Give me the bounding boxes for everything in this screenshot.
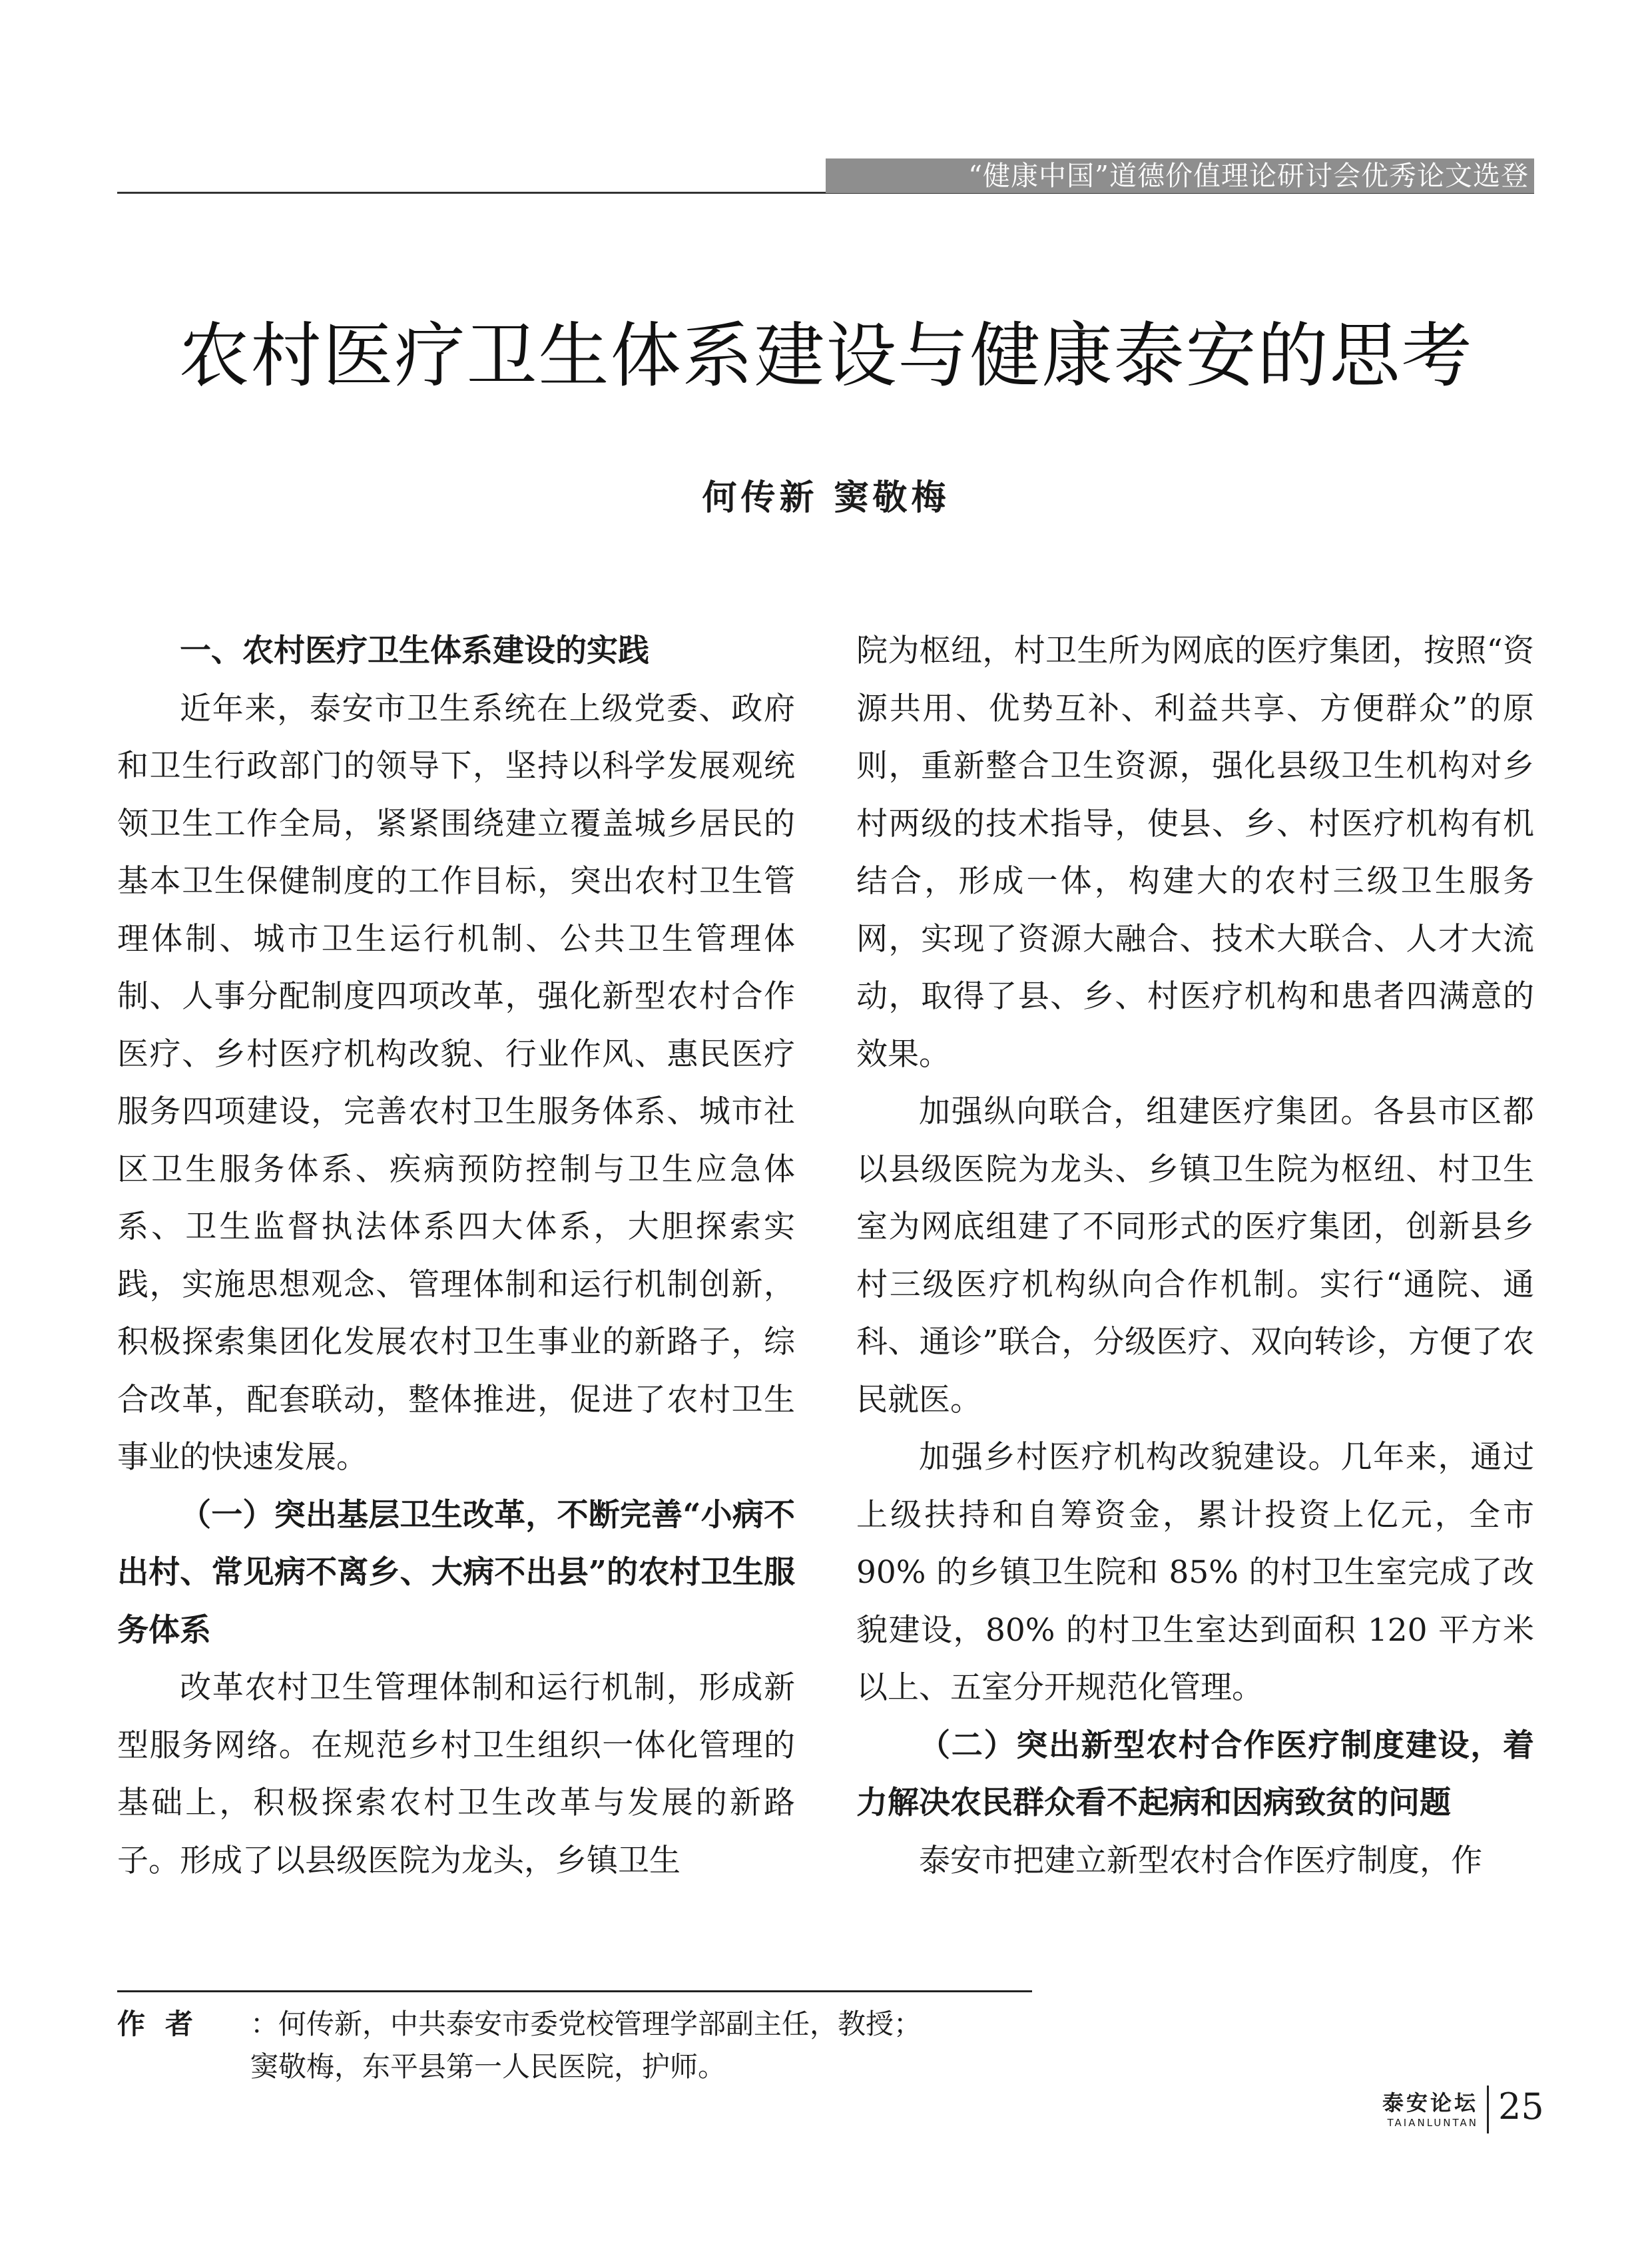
- left-column: [117, 623, 795, 1941]
- subsection-heading-2: （二）突出新型农村合作医疗制度建设，着力解决农民群众看不起病和因病致贫的问题: [856, 1727, 1534, 1821]
- footnote-line-1: [117, 2003, 1116, 2046]
- journal-name-cn: 泰安论坛: [1382, 2090, 1478, 2115]
- footer-separator: [1487, 2086, 1489, 2133]
- paragraph-reform: 改革农村卫生管理体制和运行机制，形成新型服务网络。在规范乡村卫生组织一体化管理的基础上，积极探索农村卫生改革与发展的新路子。形成了以县级医院为龙头，乡镇卫生: [117, 1669, 795, 1879]
- journal-name-en: TAIANLUNTAN: [1387, 2117, 1478, 2129]
- journal-brand: [1352, 2090, 1478, 2129]
- page-number: 25: [1498, 2086, 1544, 2127]
- footnote-label: 作者: [117, 2008, 214, 2040]
- paragraph-facility-upgrade: 加强乡村医疗机构改貌建设。几年来，通过上级扶持和自筹资金，累计投资上亿元，全市 90% 的乡镇卫生院和 85% 的村卫生室完成了改貌建设，80% 的村卫生室达到面积 120 平方米以上、五室分开规范化管理。: [856, 1439, 1534, 1706]
- footnote-author-1: ：何传新，中共泰安市委党校管理学部副主任，教授；: [250, 2008, 922, 2040]
- right-column: [856, 623, 1534, 1941]
- paragraph-cooperative-medical: 泰安市把建立新型农村合作医疗制度，作: [919, 1842, 1482, 1879]
- author-footnote: [117, 2003, 1116, 2088]
- paragraph-reform-continued: 院为枢纽，村卫生所为网底的医疗集团，按照“资源共用、优势互补、利益共享、方便群众”的原则，重新整合卫生资源，强化县级卫生机构对乡村两级的技术指导，使县、乡、村医疗机构有机结合，形成一体，构建大的农村三级卫生服务网，实现了资源大融合、技术大联合、人才大流动，取得了县、乡、村医疗机构和患者四满意的效果。: [856, 633, 1534, 1073]
- footnote-author-2: 窦敬梅，东平县第一人民医院，护师。: [250, 2050, 726, 2083]
- paragraph-medical-group: 加强纵向联合，组建医疗集团。各县市区都以县级医院为龙头、乡镇卫生院为枢纽、村卫生室为网底组建了不同形式的医疗集团，创新县乡村三级医疗机构纵向合作机制。实行“通院、通科、通诊”联合，分级医疗、双向转诊，方便了农民就医。: [856, 1093, 1534, 1418]
- series-banner: “健康中国”道德价值理论研讨会优秀论文选登: [826, 158, 1534, 193]
- article-title: 农村医疗卫生体系建设与健康泰安的思考: [178, 315, 1474, 397]
- section-heading-1: 一、农村医疗卫生体系建设的实践: [180, 633, 649, 669]
- paragraph-intro: 近年来，泰安市卫生系统在上级党委、政府和卫生行政部门的领导下，坚持以科学发展观统领卫生工作全局，紧紧围绕建立覆盖城乡居民的基本卫生保健制度的工作目标，突出农村卫生管理体制、城市卫生运行机制、公共卫生管理体制、人事分配制度四项改革，强化新型农村合作医疗、乡村医疗机构改貌、行业作风、惠民医疗服务四项建设，完善农村卫生服务体系、城市社区卫生服务体系、疾病预防控制与卫生应急体系、卫生监督执法体系四大体系，大胆探索实践，实施思想观念、管理体制和运行机制创新，积极探索集团化发展农村卫生事业的新路子，综合改革，配套联动，整体推进，促进了农村卫生事业的快速发展。: [117, 690, 795, 1476]
- footnote-rule: [117, 1990, 1032, 1992]
- article-authors: 何传新 窦敬梅: [702, 477, 950, 518]
- subsection-heading-1: （一）突出基层卫生改革，不断完善“小病不出村、常见病不离乡、大病不出县”的农村卫生服务体系: [117, 1496, 795, 1649]
